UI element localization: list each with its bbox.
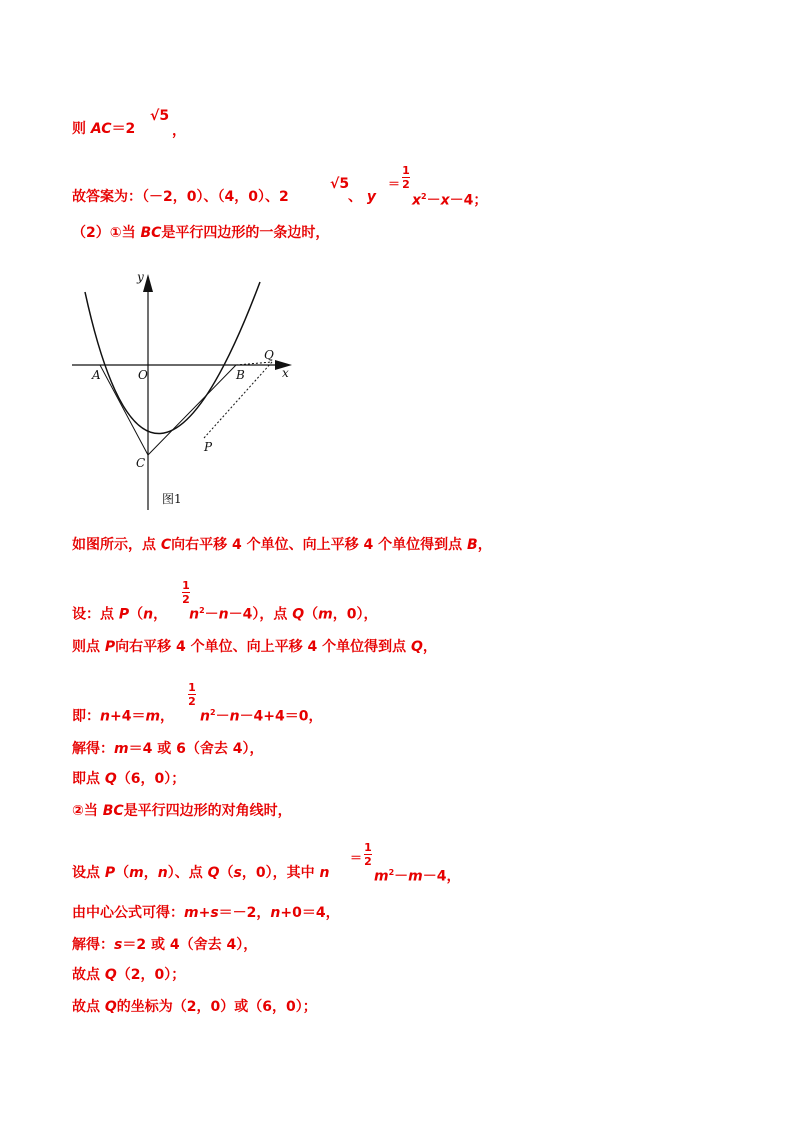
- sqrt5-term-2: √5: [330, 176, 350, 192]
- line-translation-cb: 如图所示，点 C向右平移 4 个单位、向上平移 4 个单位得到点 B，: [72, 537, 492, 553]
- point-b-label: B: [236, 368, 245, 382]
- figure-caption: 图1: [162, 492, 182, 506]
- line-answers-c: $x^2-x-4$；: [412, 192, 488, 209]
- equals-raised-l11: ＝: [350, 851, 363, 865]
- line-solve-m: 解得：m＝4 或 6（舍去 4），: [72, 741, 264, 757]
- equals-raised: ＝: [388, 177, 401, 191]
- point-c-label: C: [136, 456, 146, 470]
- line-midpoint: 由中心公式可得：m+s＝－2，n+0＝4，: [72, 905, 340, 921]
- line-set-pq-2b: $m^2-m-4$，: [374, 868, 461, 885]
- line-solve-s: 解得：s＝2 或 4（舍去 4），: [72, 937, 258, 953]
- parabola-curve: [85, 282, 260, 434]
- line-answers: 故答案为：（－2，0）、（4，0）、2: [72, 189, 289, 205]
- line-set-pq-2: 设点 P（m，n）、点 Q（s，0），其中 n: [72, 865, 330, 881]
- axis-x-label: x: [282, 366, 289, 380]
- line-case2: ②当 BC是平行四边形的对角线时，: [72, 803, 292, 819]
- line-q-result-2: 故点 Q（2，0）；: [72, 967, 186, 983]
- line-final-answer: 故点 Q的坐标为（2，0）或（6，0）；: [72, 999, 317, 1015]
- point-a-label: A: [92, 368, 101, 382]
- point-o-label: O: [138, 368, 148, 382]
- fraction-half-l7: 1 2: [188, 681, 196, 708]
- line-set-pq: 设：点 P（n， $n^2-n-4$），点 Q（m，0），: [72, 606, 378, 623]
- line-ac-value: 则 AC＝2: [72, 121, 136, 137]
- point-q-label: Q: [264, 348, 274, 362]
- line-q-result-1: 即点 Q（6，0）；: [72, 771, 186, 787]
- y-axis-arrow: [143, 274, 153, 292]
- fraction-half-l5: 1 2: [182, 579, 190, 606]
- sqrt5-term: √5: [150, 108, 170, 124]
- fraction-half: 1 2: [402, 164, 410, 191]
- line-case1: （2）①当 BC是平行四边形的一条边时，: [72, 225, 330, 241]
- comma: ，: [172, 123, 186, 139]
- line-equations: 即：n+4＝m， $n^2-n-4+4=0$，: [72, 708, 323, 725]
- line-answers-b: 、 y: [348, 189, 377, 205]
- fraction-half-l11: 1 2: [364, 841, 372, 868]
- axis-y-label: y: [137, 270, 144, 284]
- parabola-graph: [70, 262, 300, 512]
- point-p-label: P: [204, 440, 213, 454]
- parabola-figure: [70, 262, 300, 512]
- segment-bc: [148, 365, 236, 455]
- line-translation-pq: 则点 P向右平移 4 个单位、向上平移 4 个单位得到点 Q，: [72, 639, 437, 655]
